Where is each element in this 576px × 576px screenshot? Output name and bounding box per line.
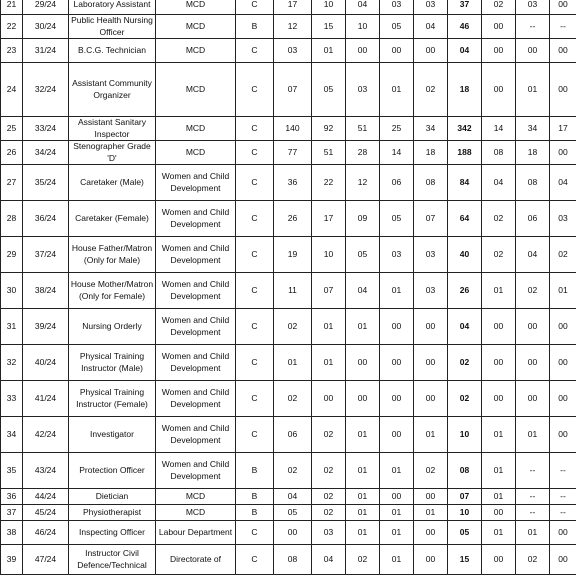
group-cell: C	[236, 63, 274, 117]
group-cell: C	[236, 141, 274, 165]
department-cell: MCD	[156, 489, 236, 505]
ur-cell: 06	[274, 417, 312, 453]
group-cell: C	[236, 309, 274, 345]
st-cell: 00	[380, 489, 414, 505]
st-cell: 01	[380, 545, 414, 575]
pwbd-cell: 00	[482, 505, 516, 521]
ews-cell: 03	[414, 273, 448, 309]
st-cell: 05	[380, 201, 414, 237]
sc-cell: 01	[346, 505, 380, 521]
ur-cell: 03	[274, 39, 312, 63]
serial-number-cell: 26	[1, 141, 23, 165]
exsm-cell: 01	[516, 521, 550, 545]
department-cell: Women and Child Development	[156, 273, 236, 309]
ews-cell: 00	[414, 381, 448, 417]
st-cell: 14	[380, 141, 414, 165]
obc-cell: 00	[312, 381, 346, 417]
post-code-cell: 39/24	[23, 309, 69, 345]
pwbd-cell: 01	[482, 453, 516, 489]
post-code-cell: 32/24	[23, 63, 69, 117]
department-cell: Women and Child Development	[156, 453, 236, 489]
sc-cell: 00	[346, 39, 380, 63]
st-cell: 25	[380, 117, 414, 141]
total-cell: 05	[448, 521, 482, 545]
exsm-cell: 00	[516, 39, 550, 63]
sc-cell: 05	[346, 237, 380, 273]
obc-cell: 02	[312, 489, 346, 505]
table-row	[1, 545, 576, 575]
exsm-cell: 03	[516, 0, 550, 15]
post-name-cell: B.C.G. Technician	[69, 39, 156, 63]
ur-cell: 26	[274, 201, 312, 237]
ews-cell: 03	[414, 237, 448, 273]
post-code-cell: 31/24	[23, 39, 69, 63]
table-row	[1, 521, 576, 545]
ur-cell: 12	[274, 15, 312, 39]
exsm-cell: 00	[516, 309, 550, 345]
ur-cell: 19	[274, 237, 312, 273]
department-cell: Women and Child Development	[156, 345, 236, 381]
table-row	[1, 15, 576, 39]
group-cell: B	[236, 15, 274, 39]
post-code-cell: 38/24	[23, 273, 69, 309]
department-cell: MCD	[156, 117, 236, 141]
post-name-cell: Inspecting Officer	[69, 521, 156, 545]
serial-number-cell: 34	[1, 417, 23, 453]
department-cell: Women and Child Development	[156, 165, 236, 201]
serial-number-cell: 30	[1, 273, 23, 309]
post-code-cell: 40/24	[23, 345, 69, 381]
pwbd-cell: 00	[482, 309, 516, 345]
post-name-cell: Physical Training Instructor (Female)	[69, 381, 156, 417]
post-name-cell: Protection Officer	[69, 453, 156, 489]
serial-number-cell: 22	[1, 15, 23, 39]
ur-cell: 01	[274, 345, 312, 381]
ur-cell: 05	[274, 505, 312, 521]
sc-cell: 51	[346, 117, 380, 141]
department-cell: Women and Child Development	[156, 309, 236, 345]
ews-cell: 00	[414, 545, 448, 575]
department-cell: MCD	[156, 505, 236, 521]
exsm-cell: 01	[516, 63, 550, 117]
table-row	[1, 489, 576, 505]
pwbd-cell: 01	[482, 521, 516, 545]
total-cell: 46	[448, 15, 482, 39]
post-code-cell: 47/24	[23, 545, 69, 575]
group-cell: C	[236, 273, 274, 309]
table-row	[1, 309, 576, 345]
exsm-cell: --	[516, 489, 550, 505]
group-cell: C	[236, 345, 274, 381]
exsm-cell: 06	[516, 201, 550, 237]
obc-cell: 01	[312, 309, 346, 345]
obc-cell: 07	[312, 273, 346, 309]
ews-cell: 02	[414, 63, 448, 117]
table-body	[1, 0, 576, 575]
group-cell: C	[236, 201, 274, 237]
sc-cell: 01	[346, 417, 380, 453]
ur-cell: 77	[274, 141, 312, 165]
st-cell: 01	[380, 521, 414, 545]
serial-number-cell: 28	[1, 201, 23, 237]
table-row	[1, 165, 576, 201]
serial-number-cell: 25	[1, 117, 23, 141]
total-cell: 40	[448, 237, 482, 273]
total-cell: 342	[448, 117, 482, 141]
obc-cell: 04	[312, 545, 346, 575]
total-cell: 10	[448, 505, 482, 521]
obc-cell: 15	[312, 15, 346, 39]
group-cell: C	[236, 39, 274, 63]
serial-number-cell: 21	[1, 0, 23, 15]
group-cell: C	[236, 0, 274, 15]
obc-cell: 51	[312, 141, 346, 165]
exsm-cell: --	[516, 505, 550, 521]
obc-cell: 01	[312, 39, 346, 63]
table-row	[1, 417, 576, 453]
serial-number-cell: 38	[1, 521, 23, 545]
post-name-cell: Investigator	[69, 417, 156, 453]
exsm-cell: 34	[516, 117, 550, 141]
st-cell: 01	[380, 63, 414, 117]
total-cell: 15	[448, 545, 482, 575]
exsm-cell: 00	[516, 381, 550, 417]
sc-cell: 01	[346, 521, 380, 545]
sc-cell: 01	[346, 309, 380, 345]
post-code-cell: 41/24	[23, 381, 69, 417]
post-name-cell: Physical Training Instructor (Male)	[69, 345, 156, 381]
ews-cell: 18	[414, 141, 448, 165]
sc-cell: 03	[346, 63, 380, 117]
sc-cell: 00	[346, 381, 380, 417]
ews-cell: 01	[414, 505, 448, 521]
total-cell: 08	[448, 453, 482, 489]
other-cell: 00	[550, 417, 576, 453]
exsm-cell: 08	[516, 165, 550, 201]
obc-cell: 10	[312, 237, 346, 273]
ur-cell: 02	[274, 309, 312, 345]
obc-cell: 02	[312, 417, 346, 453]
serial-number-cell: 33	[1, 381, 23, 417]
ur-cell: 02	[274, 381, 312, 417]
ews-cell: 00	[414, 489, 448, 505]
exsm-cell: 00	[516, 345, 550, 381]
ews-cell: 01	[414, 417, 448, 453]
table-row	[1, 237, 576, 273]
other-cell: 00	[550, 141, 576, 165]
other-cell: --	[550, 453, 576, 489]
exsm-cell: 01	[516, 417, 550, 453]
serial-number-cell: 27	[1, 165, 23, 201]
obc-cell: 92	[312, 117, 346, 141]
other-cell: 00	[550, 381, 576, 417]
post-code-cell: 35/24	[23, 165, 69, 201]
table-row	[1, 201, 576, 237]
ur-cell: 36	[274, 165, 312, 201]
sc-cell: 10	[346, 15, 380, 39]
other-cell: 00	[550, 63, 576, 117]
other-cell: 00	[550, 39, 576, 63]
post-code-cell: 44/24	[23, 489, 69, 505]
group-cell: B	[236, 489, 274, 505]
serial-number-cell: 36	[1, 489, 23, 505]
department-cell: Women and Child Development	[156, 237, 236, 273]
sc-cell: 02	[346, 545, 380, 575]
pwbd-cell: 02	[482, 237, 516, 273]
pwbd-cell: 04	[482, 165, 516, 201]
ews-cell: 34	[414, 117, 448, 141]
ews-cell: 02	[414, 453, 448, 489]
table-row	[1, 273, 576, 309]
ews-cell: 07	[414, 201, 448, 237]
table-row	[1, 39, 576, 63]
post-name-cell: Physiotherapist	[69, 505, 156, 521]
post-code-cell: 30/24	[23, 15, 69, 39]
post-name-cell: Dietician	[69, 489, 156, 505]
other-cell: --	[550, 489, 576, 505]
total-cell: 04	[448, 39, 482, 63]
serial-number-cell: 23	[1, 39, 23, 63]
department-cell: MCD	[156, 15, 236, 39]
st-cell: 06	[380, 165, 414, 201]
st-cell: 00	[380, 309, 414, 345]
st-cell: 01	[380, 453, 414, 489]
department-cell: MCD	[156, 63, 236, 117]
post-name-cell: Caretaker (Male)	[69, 165, 156, 201]
table-row	[1, 345, 576, 381]
group-cell: C	[236, 381, 274, 417]
ews-cell: 00	[414, 345, 448, 381]
other-cell: --	[550, 15, 576, 39]
department-cell: MCD	[156, 141, 236, 165]
total-cell: 37	[448, 0, 482, 15]
exsm-cell: --	[516, 15, 550, 39]
obc-cell: 22	[312, 165, 346, 201]
post-code-cell: 43/24	[23, 453, 69, 489]
st-cell: 01	[380, 273, 414, 309]
sc-cell: 12	[346, 165, 380, 201]
post-name-cell: Assistant Sanitary Inspector	[69, 117, 156, 141]
pwbd-cell: 02	[482, 201, 516, 237]
department-cell: Women and Child Development	[156, 381, 236, 417]
exsm-cell: --	[516, 453, 550, 489]
st-cell: 00	[380, 417, 414, 453]
pwbd-cell: 02	[482, 0, 516, 15]
ur-cell: 07	[274, 63, 312, 117]
post-name-cell: Assistant Community Organizer	[69, 63, 156, 117]
table-row	[1, 117, 576, 141]
serial-number-cell: 32	[1, 345, 23, 381]
exsm-cell: 18	[516, 141, 550, 165]
total-cell: 02	[448, 381, 482, 417]
post-code-cell: 37/24	[23, 237, 69, 273]
group-cell: B	[236, 453, 274, 489]
table-row	[1, 63, 576, 117]
pwbd-cell: 00	[482, 15, 516, 39]
exsm-cell: 02	[516, 273, 550, 309]
table-row	[1, 141, 576, 165]
department-cell: MCD	[156, 39, 236, 63]
post-name-cell: Laboratory Assistant	[69, 0, 156, 15]
other-cell: 00	[550, 521, 576, 545]
other-cell: 02	[550, 237, 576, 273]
department-cell: MCD	[156, 0, 236, 15]
exsm-cell: 02	[516, 545, 550, 575]
department-cell: Women and Child Development	[156, 201, 236, 237]
obc-cell: 01	[312, 345, 346, 381]
obc-cell: 02	[312, 505, 346, 521]
post-name-cell: House Father/Matron (Only for Male)	[69, 237, 156, 273]
obc-cell: 05	[312, 63, 346, 117]
sc-cell: 00	[346, 345, 380, 381]
post-name-cell: Instructor Civil Defence/Technical	[69, 545, 156, 575]
other-cell: 00	[550, 309, 576, 345]
total-cell: 10	[448, 417, 482, 453]
group-cell: C	[236, 545, 274, 575]
total-cell: 64	[448, 201, 482, 237]
pwbd-cell: 08	[482, 141, 516, 165]
pwbd-cell: 00	[482, 63, 516, 117]
st-cell: 00	[380, 345, 414, 381]
sc-cell: 04	[346, 0, 380, 15]
post-name-cell: House Mother/Matron (Only for Female)	[69, 273, 156, 309]
other-cell: 03	[550, 201, 576, 237]
st-cell: 05	[380, 15, 414, 39]
ur-cell: 140	[274, 117, 312, 141]
department-cell: Labour Department	[156, 521, 236, 545]
post-code-cell: 36/24	[23, 201, 69, 237]
total-cell: 07	[448, 489, 482, 505]
total-cell: 04	[448, 309, 482, 345]
serial-number-cell: 24	[1, 63, 23, 117]
group-cell: C	[236, 521, 274, 545]
post-name-cell: Caretaker (Female)	[69, 201, 156, 237]
st-cell: 00	[380, 381, 414, 417]
other-cell: 00	[550, 545, 576, 575]
ur-cell: 00	[274, 521, 312, 545]
total-cell: 02	[448, 345, 482, 381]
ews-cell: 00	[414, 39, 448, 63]
table-row	[1, 0, 576, 15]
other-cell: 01	[550, 273, 576, 309]
serial-number-cell: 35	[1, 453, 23, 489]
post-name-cell: Nursing Orderly	[69, 309, 156, 345]
group-cell: C	[236, 417, 274, 453]
obc-cell: 17	[312, 201, 346, 237]
post-name-cell: Stenographer Grade 'D'	[69, 141, 156, 165]
post-code-cell: 46/24	[23, 521, 69, 545]
other-cell: 00	[550, 345, 576, 381]
serial-number-cell: 39	[1, 545, 23, 575]
table-row	[1, 453, 576, 489]
obc-cell: 10	[312, 0, 346, 15]
obc-cell: 03	[312, 521, 346, 545]
st-cell: 03	[380, 0, 414, 15]
st-cell: 00	[380, 39, 414, 63]
other-cell: 04	[550, 165, 576, 201]
post-code-cell: 34/24	[23, 141, 69, 165]
pwbd-cell: 01	[482, 489, 516, 505]
total-cell: 188	[448, 141, 482, 165]
group-cell: C	[236, 165, 274, 201]
department-cell: Women and Child Development	[156, 417, 236, 453]
table-row	[1, 381, 576, 417]
ur-cell: 02	[274, 453, 312, 489]
serial-number-cell: 29	[1, 237, 23, 273]
ews-cell: 08	[414, 165, 448, 201]
pwbd-cell: 00	[482, 345, 516, 381]
group-cell: C	[236, 117, 274, 141]
serial-number-cell: 37	[1, 505, 23, 521]
pwbd-cell: 00	[482, 545, 516, 575]
ur-cell: 17	[274, 0, 312, 15]
ews-cell: 04	[414, 15, 448, 39]
total-cell: 18	[448, 63, 482, 117]
exsm-cell: 04	[516, 237, 550, 273]
st-cell: 03	[380, 237, 414, 273]
ur-cell: 04	[274, 489, 312, 505]
sc-cell: 04	[346, 273, 380, 309]
total-cell: 84	[448, 165, 482, 201]
ews-cell: 00	[414, 309, 448, 345]
ur-cell: 08	[274, 545, 312, 575]
pwbd-cell: 00	[482, 381, 516, 417]
department-cell: Directorate of	[156, 545, 236, 575]
pwbd-cell: 00	[482, 39, 516, 63]
total-cell: 26	[448, 273, 482, 309]
sc-cell: 28	[346, 141, 380, 165]
other-cell: --	[550, 505, 576, 521]
sc-cell: 01	[346, 489, 380, 505]
sc-cell: 01	[346, 453, 380, 489]
post-code-cell: 29/24	[23, 0, 69, 15]
obc-cell: 02	[312, 453, 346, 489]
post-code-cell: 33/24	[23, 117, 69, 141]
group-cell: B	[236, 505, 274, 521]
table-row	[1, 505, 576, 521]
pwbd-cell: 14	[482, 117, 516, 141]
other-cell: 00	[550, 0, 576, 15]
group-cell: C	[236, 237, 274, 273]
pwbd-cell: 01	[482, 273, 516, 309]
post-code-cell: 45/24	[23, 505, 69, 521]
post-name-cell: Public Health Nursing Officer	[69, 15, 156, 39]
sc-cell: 09	[346, 201, 380, 237]
other-cell: 17	[550, 117, 576, 141]
ews-cell: 03	[414, 0, 448, 15]
st-cell: 01	[380, 505, 414, 521]
serial-number-cell: 31	[1, 309, 23, 345]
post-code-cell: 42/24	[23, 417, 69, 453]
ur-cell: 11	[274, 273, 312, 309]
pwbd-cell: 01	[482, 417, 516, 453]
ews-cell: 00	[414, 521, 448, 545]
